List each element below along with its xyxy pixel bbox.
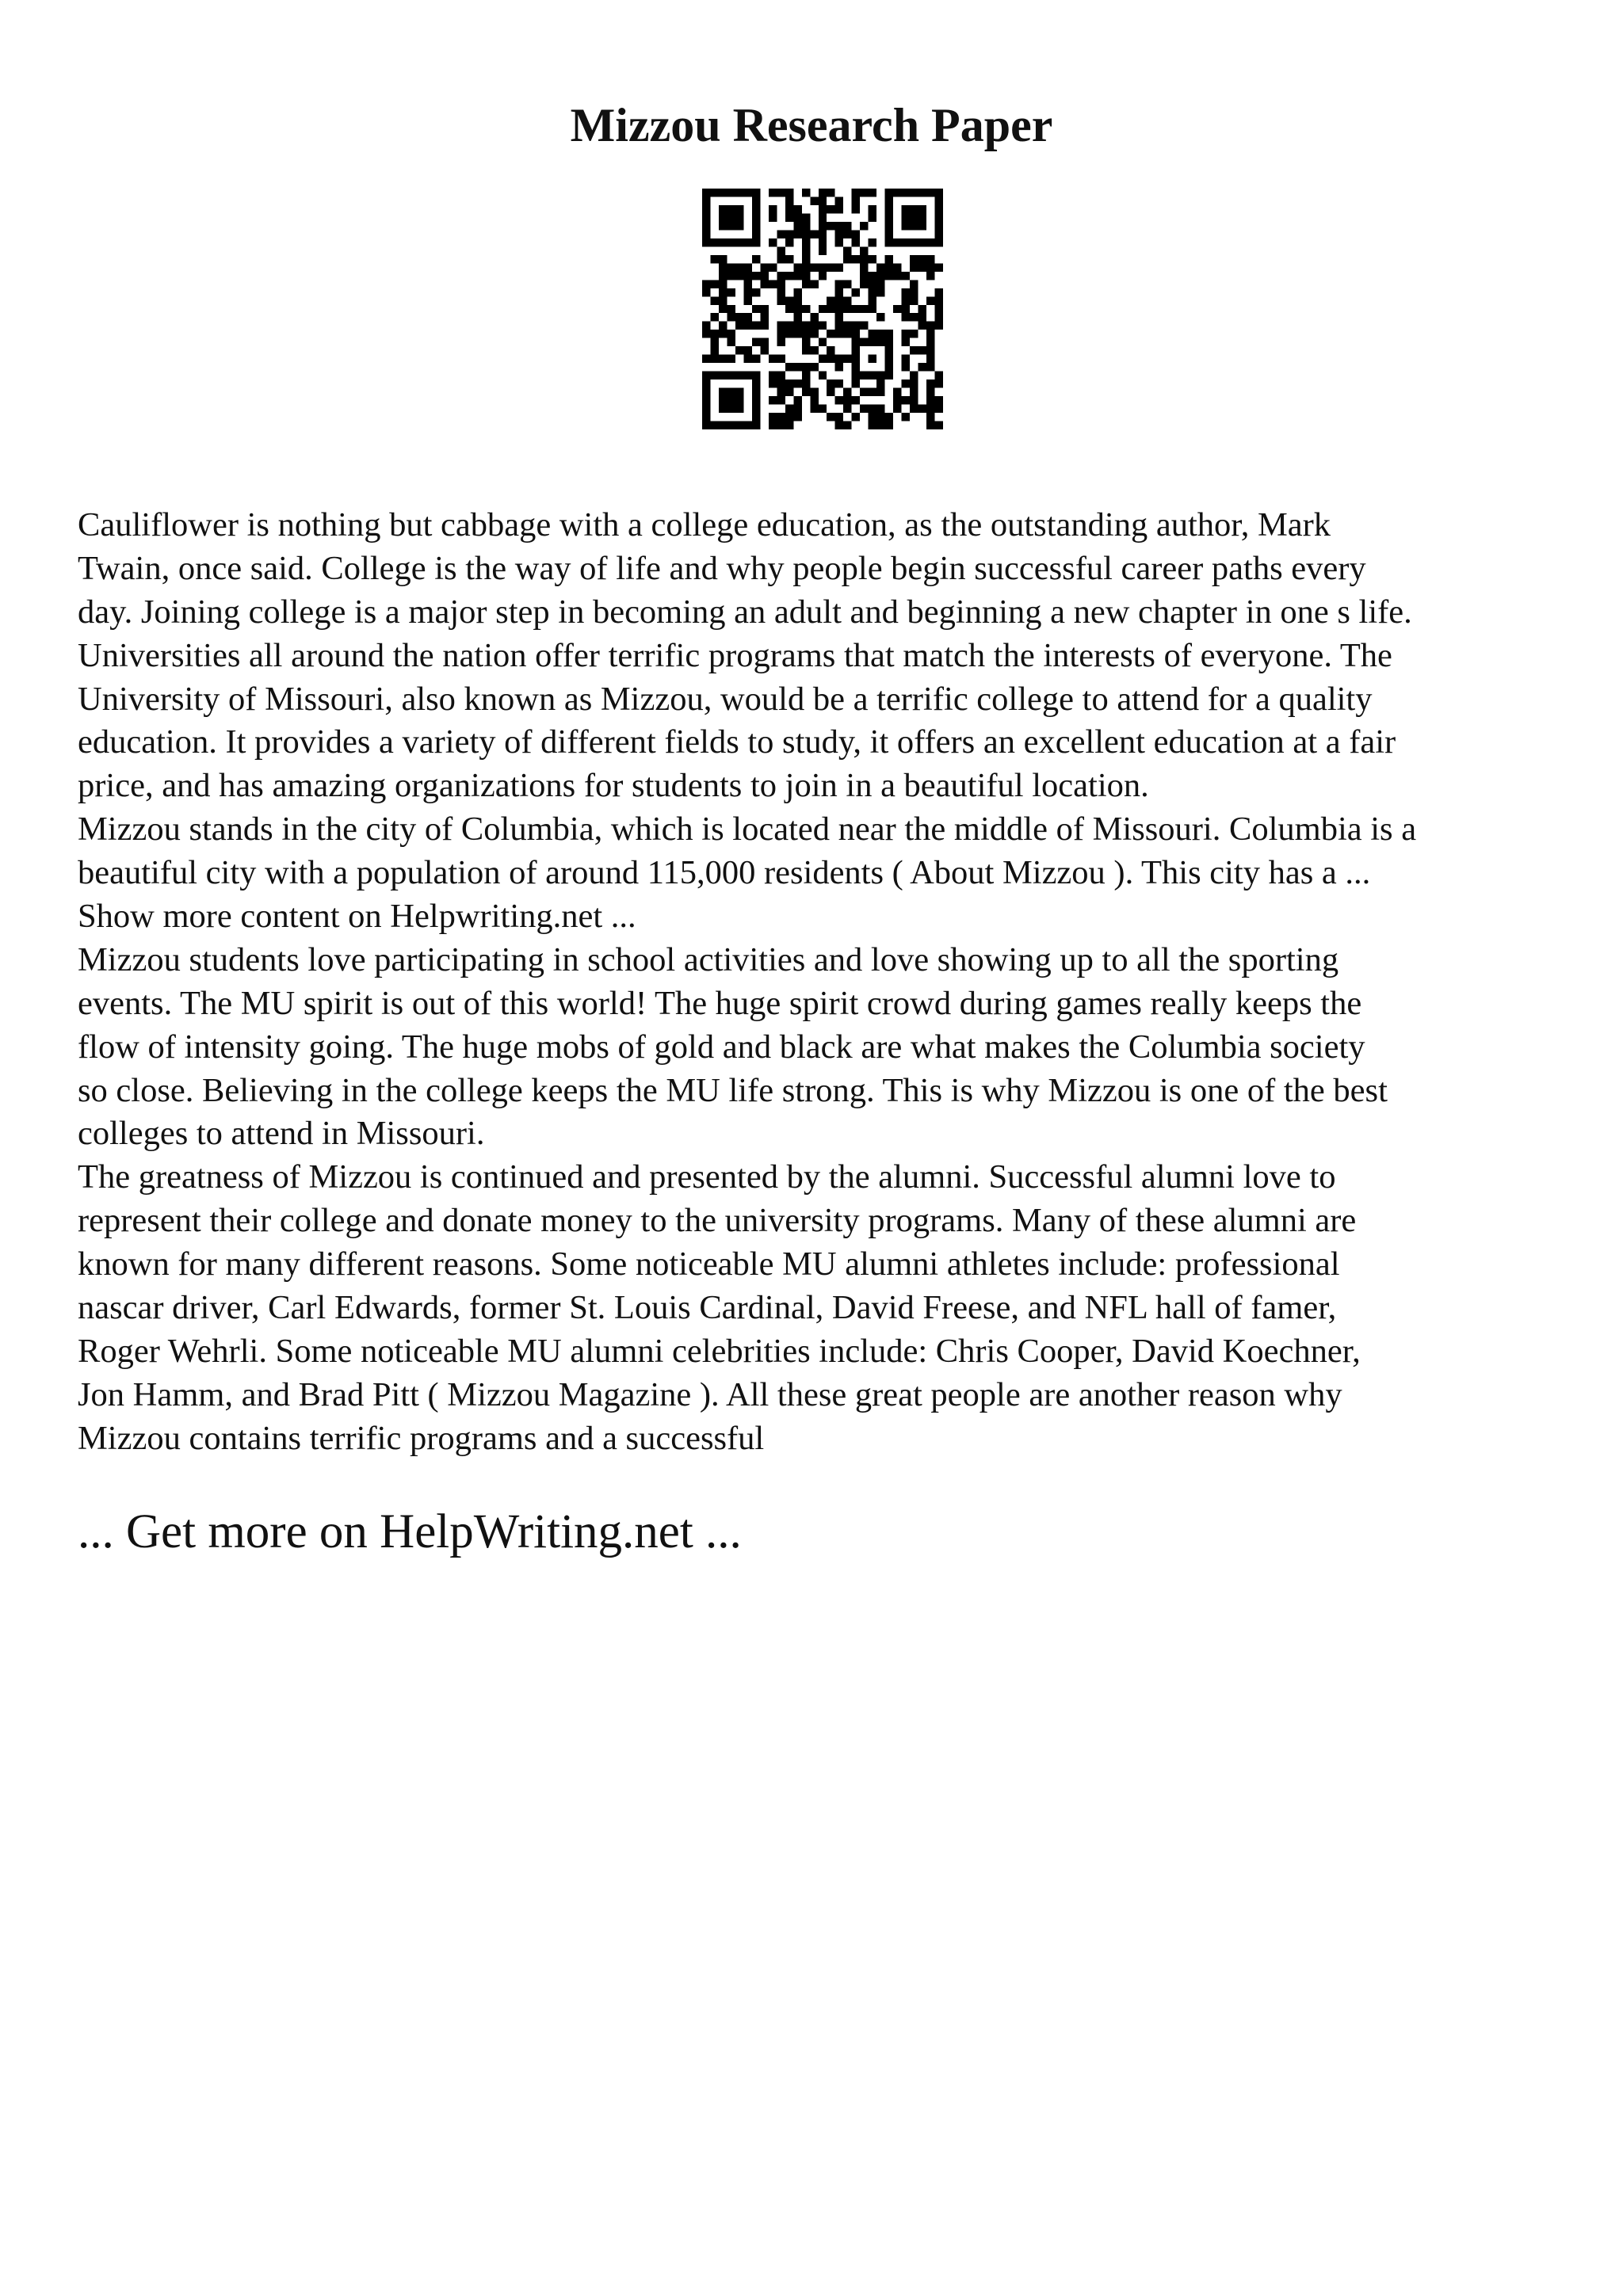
body-line: beautiful city with a population of around 115,000 residents ( About Mizzou ). This city has a ... bbox=[78, 854, 1371, 892]
body-line: price, and has amazing organizations for students to join in a beautiful location. bbox=[78, 767, 1149, 805]
show-more-link[interactable]: Show more content on Helpwriting.net ... bbox=[78, 898, 636, 936]
body-line: Jon Hamm, and Brad Pitt ( Mizzou Magazine ). All these great people are another reason why bbox=[78, 1375, 1342, 1413]
body-line: Mizzou students love participating in school activities and love showing up to all the sporting bbox=[78, 940, 1339, 978]
body-line: Roger Wehrli. Some noticeable MU alumni celebrities include: Chris Cooper, David Koechner, bbox=[78, 1332, 1361, 1370]
qr-code-icon bbox=[702, 189, 943, 429]
body-line: so close. Believing in the college keeps the MU life strong. This is why Mizzou is one of the best bbox=[78, 1071, 1388, 1109]
body-line: events. The MU spirit is out of this world! The huge spirit crowd during games really keeps the bbox=[78, 984, 1362, 1022]
get-more-link[interactable]: ... Get more on HelpWriting.net ... bbox=[78, 1505, 742, 1558]
body-text bbox=[78, 504, 1568, 1461]
body-line: known for many different reasons. Some noticeable MU alumni athletes include: professional bbox=[78, 1245, 1340, 1283]
body-line: Twain, once said. College is the way of life and why people begin successful career paths every bbox=[78, 549, 1366, 587]
body-line: Mizzou contains terrific programs and a successful bbox=[78, 1419, 765, 1457]
document-title: Mizzou Research Paper bbox=[570, 99, 1053, 151]
body-line: University of Missouri, also known as Mizzou, would be a terrific college to attend for a quality bbox=[78, 680, 1373, 718]
body-line: day. Joining college is a major step in becoming an adult and beginning a new chapter in one s life. bbox=[78, 593, 1412, 631]
body-line: flow of intensity going. The huge mobs of gold and black are what makes the Columbia society bbox=[78, 1028, 1365, 1066]
body-line: Cauliflower is nothing but cabbage with a college education, as the outstanding author, Mark bbox=[78, 506, 1331, 543]
body-line: education. It provides a variety of different fields to study, it offers an excellent education at a fair bbox=[78, 723, 1396, 761]
body-line: represent their college and donate money to the university programs. Many of these alumni are bbox=[78, 1202, 1357, 1240]
body-line: Universities all around the nation offer terrific programs that match the interests of everyone. The bbox=[78, 636, 1392, 674]
body-line: The greatness of Mizzou is continued and presented by the alumni. Successful alumni love to bbox=[78, 1158, 1336, 1196]
body-line: nascar driver, Carl Edwards, former St. Louis Cardinal, David Freese, and NFL hall of famer, bbox=[78, 1289, 1337, 1327]
body-line: colleges to attend in Missouri. bbox=[78, 1115, 485, 1153]
body-line: Mizzou stands in the city of Columbia, which is located near the middle of Missouri. Columbia is a bbox=[78, 810, 1417, 849]
